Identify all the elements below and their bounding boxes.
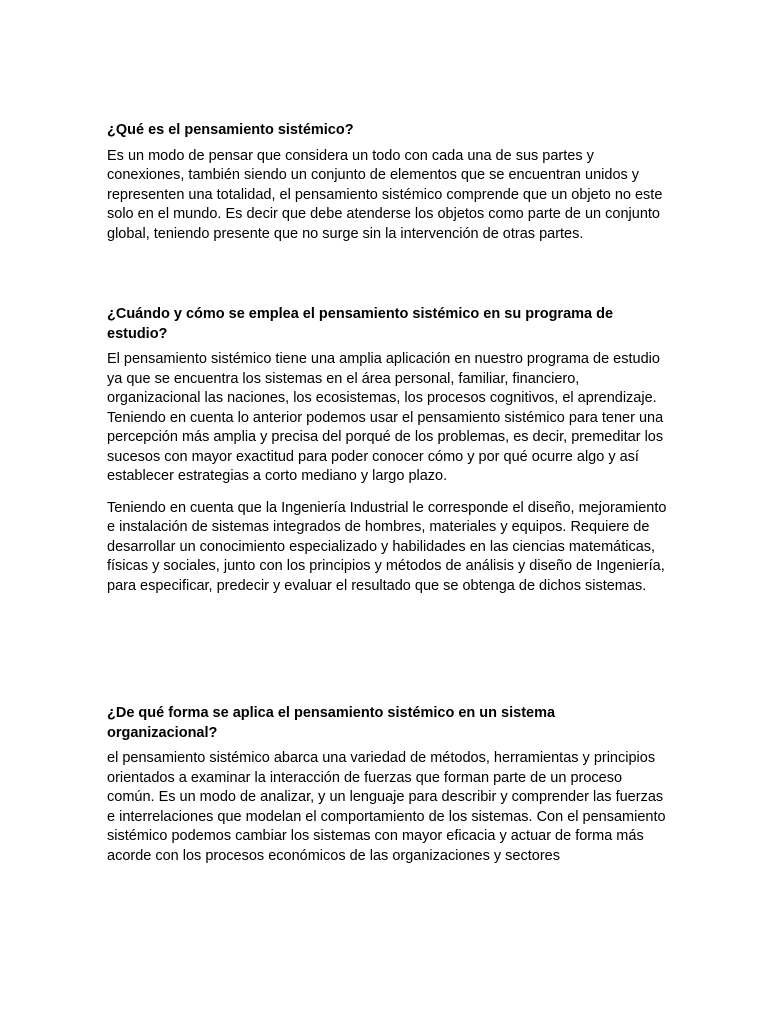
section-paragraph: Teniendo en cuenta que la Ingeniería Industrial le corresponde el diseño, mejoramiento e instalación de sistemas integrados de hombres, materiales y equipos. Requiere de desarrollar un conocimiento especializado y habilidades en las ciencias matemáticas, físicas y sociales, junto con los principios y métodos de análisis y diseño de Ingeniería, para especificar, predecir y evaluar el resultado que se obtenga de dichos sistemas. bbox=[107, 499, 667, 594]
section-heading: ¿De qué forma se aplica el pensamiento sistémico en un sistema organizacional? bbox=[107, 705, 556, 741]
section-que-es bbox=[107, 121, 667, 256]
section-heading: ¿Qué es el pensamiento sistémico? bbox=[107, 122, 354, 138]
section-cuando-y-como bbox=[107, 305, 667, 608]
section-de-que-forma bbox=[107, 704, 667, 878]
section-heading: ¿Cuándo y cómo se emplea el pensamiento sistémico en su programa de estudio? bbox=[107, 306, 614, 342]
section-paragraph: el pensamiento sistémico abarca una variedad de métodos, herramientas y principios orientados a examinar la interacción de fuerzas que forman parte de un proceso común. Es un modo de analizar, y un lenguaje para describir y comprender las fuerzas e interrelaciones que modelan el comportamiento de los sistemas. Con el pensamiento sistémico podemos cambiar los sistemas con mayor eficacia y actuar de forma más acorde con los procesos económicos de las organizaciones y sectores bbox=[107, 750, 666, 864]
section-paragraph: Es un modo de pensar que considera un todo con cada una de sus partes y conexiones, también siendo un conjunto de elementos que se encuentran unidos y representen una totalidad, el pensamiento sistémico comprende que un objeto no este solo en el mundo. Es decir que debe atenderse los objetos como parte de un conjunto global, teniendo presente que no surge sin la intervención de otras partes. bbox=[107, 147, 663, 242]
section-paragraph: El pensamiento sistémico tiene una amplia aplicación en nuestro programa de estudio ya que se encuentra los sistemas en el área personal, familiar, financiero, organizacional las naciones, los ecosistemas, los procesos cognitivos, el aprendizaje. Teniendo en cuenta lo anterior podemos usar el pensamiento sistémico para tener una percepción más amplia y precisa del porqué de los problemas, es decir, premeditar los sucesos con mayor exactitud para poder conocer cómo y por qué ocurre algo y así establecer estrategias a corto mediano y largo plazo. bbox=[107, 351, 664, 484]
